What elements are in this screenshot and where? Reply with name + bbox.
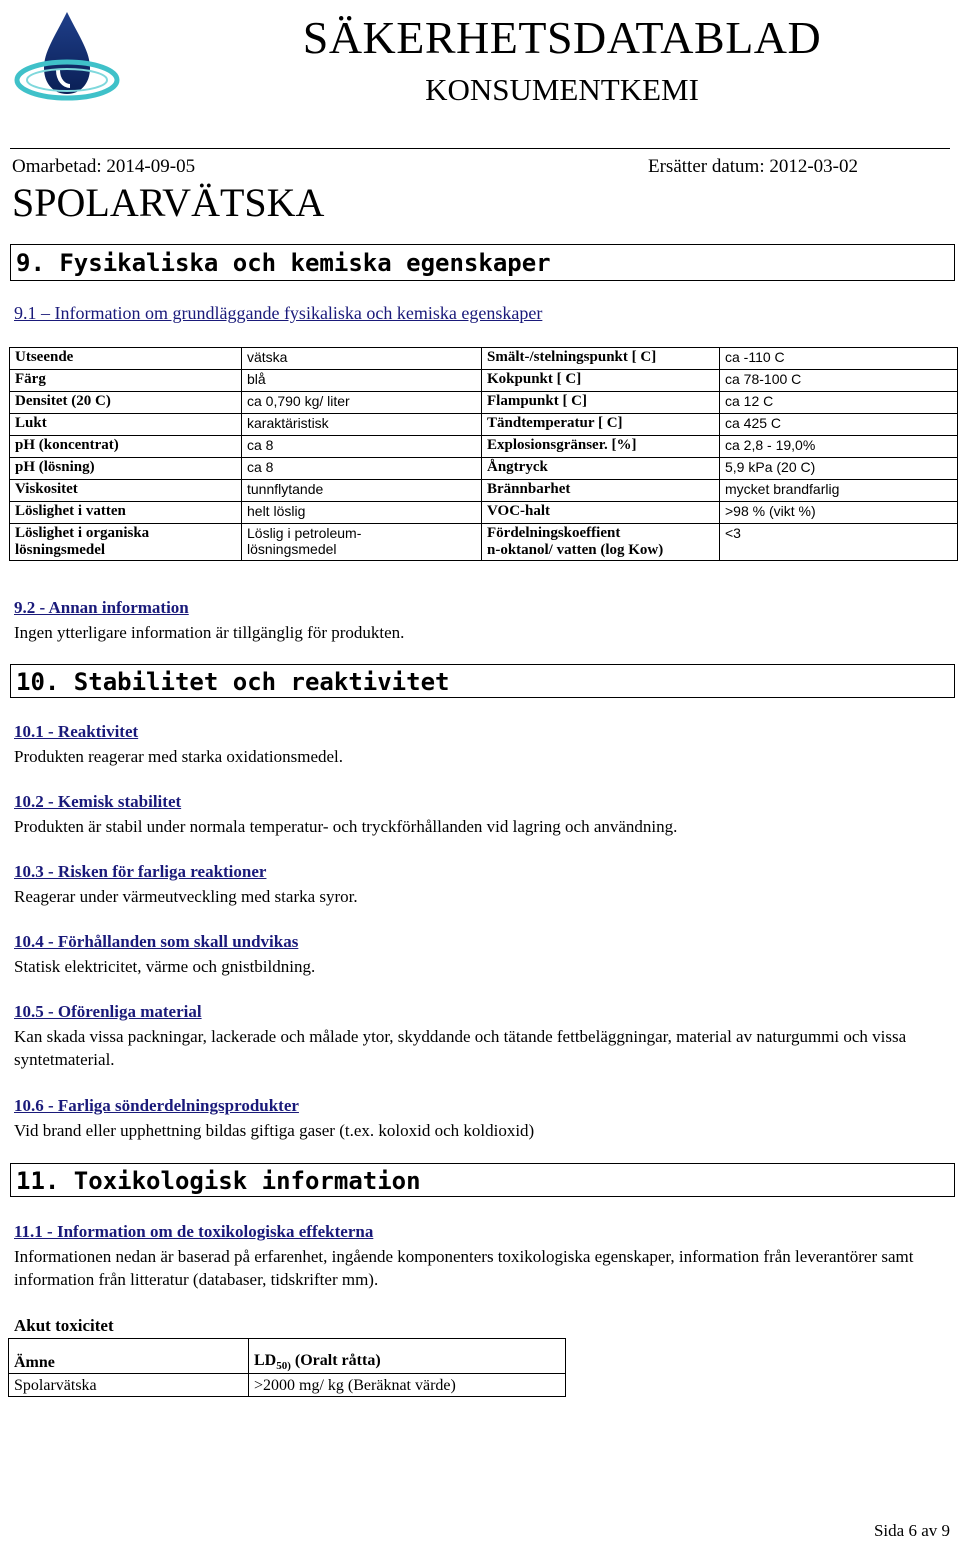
- property-value: ca 78-100 C: [720, 370, 958, 392]
- section-9-2-heading: 9.2 - Annan information: [14, 598, 189, 617]
- property-name: Smält-/stelningspunkt [ C]: [482, 348, 720, 370]
- property-name-line: lösningsmedel: [15, 542, 106, 558]
- property-value-line: Löslig i petroleum-: [247, 525, 362, 541]
- section-10-2-text: Produkten är stabil under normala temperatur- och tryckförhållanden vid lagring och användning.: [14, 817, 678, 836]
- company-logo: [14, 8, 120, 124]
- property-value: helt löslig: [242, 502, 482, 524]
- section-10-6-heading: 10.6 - Farliga sönderdelningsprodukter: [14, 1096, 299, 1115]
- ld-subscript: 50): [276, 1360, 291, 1372]
- section-11-heading: 11. Toxikologisk information: [10, 1163, 955, 1197]
- section-11-1-text: Informationen nedan är baserad på erfarenhet, ingående komponenters toxikologiska egenskaper, information från leverantörer samt information från litteratur (databaser, tidskrifter mm).: [14, 1247, 914, 1289]
- property-name-line: Löslighet i organiska: [15, 525, 150, 541]
- section-10-2-heading: 10.2 - Kemisk stabilitet: [14, 792, 182, 811]
- properties-table: [9, 347, 958, 561]
- document-title: SÄKERHETSDATABLAD: [302, 12, 822, 63]
- section-10-1-heading: 10.1 - Reaktivitet: [14, 722, 139, 741]
- revised-date: Omarbetad: 2014-09-05: [12, 156, 196, 177]
- document-subtitle: KONSUMENTKEMI: [425, 72, 699, 107]
- property-value: mycket brandfarlig: [720, 480, 958, 502]
- ld-label: LD: [254, 1351, 277, 1369]
- page-number: Sida 6 av 9: [873, 1521, 950, 1540]
- section-10-3-heading: 10.3 - Risken för farliga reaktioner: [14, 862, 267, 881]
- section-9-1-heading: 9.1 – Information om grundläggande fysikaliska och kemiska egenskaper: [14, 303, 543, 323]
- property-name: Flampunkt [ C]: [482, 392, 720, 414]
- property-value: ca 8: [242, 458, 482, 480]
- property-name: Brännbarhet: [482, 480, 720, 502]
- table-row: [10, 370, 958, 392]
- property-name: pH (koncentrat): [10, 436, 242, 458]
- property-value: ca 8: [242, 436, 482, 458]
- section-10-heading: 10. Stabilitet och reaktivitet: [10, 664, 955, 698]
- ld-label-rest: (Oralt råtta): [290, 1351, 381, 1369]
- table-row: [10, 480, 958, 502]
- property-value: 5,9 kPa (20 C): [720, 458, 958, 480]
- property-value: <3: [720, 524, 958, 561]
- product-name: SPOLARVÄTSKA: [12, 180, 325, 225]
- property-name: Löslighet i vatten: [10, 502, 242, 524]
- property-value: ca -110 C: [720, 348, 958, 370]
- property-name: Viskositet: [10, 480, 242, 502]
- acute-toxicity-heading: Akut toxicitet: [14, 1316, 114, 1335]
- property-value: ca 0,790 kg/ liter: [242, 392, 482, 414]
- table-row: [10, 414, 958, 436]
- property-name: Lukt: [10, 414, 242, 436]
- replaces-date: Ersätter datum: 2012-03-02: [648, 156, 859, 177]
- section-10-1-text: Produkten reagerar med starka oxidationsmedel.: [14, 747, 344, 766]
- property-value: [242, 524, 482, 561]
- table-row: [10, 502, 958, 524]
- table-row: [10, 436, 958, 458]
- property-value: ca 12 C: [720, 392, 958, 414]
- toxicity-table: [8, 1338, 566, 1397]
- section-9-heading: 9. Fysikaliska och kemiska egenskaper: [10, 244, 955, 281]
- property-name: Tändtemperatur [ C]: [482, 414, 720, 436]
- table-row: [9, 1374, 566, 1397]
- property-name: Ångtryck: [482, 458, 720, 480]
- property-value: blå: [242, 370, 482, 392]
- property-name: VOC-halt: [482, 502, 720, 524]
- property-name: Densitet (20 C): [10, 392, 242, 414]
- substance-name: Spolarvätska: [9, 1374, 249, 1397]
- property-value: karaktäristisk: [242, 414, 482, 436]
- table-row: [10, 458, 958, 480]
- property-value: tunnflytande: [242, 480, 482, 502]
- section-10-4-heading: 10.4 - Förhållanden som skall undvikas: [14, 932, 299, 951]
- property-name-line: n-oktanol/ vatten (log Kow): [487, 542, 664, 558]
- property-value-line: lösningsmedel: [247, 541, 337, 557]
- header-divider: [10, 148, 950, 149]
- section-10-4-text: Statisk elektricitet, värme och gnistbildning.: [14, 957, 316, 976]
- section-10-3-text: Reagerar under värmeutveckling med starka syror.: [14, 887, 358, 906]
- property-name: Explosionsgränser. [%]: [482, 436, 720, 458]
- section-10-5-heading: 10.5 - Oförenliga material: [14, 1002, 202, 1021]
- property-name: [10, 524, 242, 561]
- property-name: Färg: [10, 370, 242, 392]
- section-10-6-text: Vid brand eller upphettning bildas giftiga gaser (t.ex. koloxid och koldioxid): [14, 1121, 535, 1140]
- property-name: pH (lösning): [10, 458, 242, 480]
- property-value: ca 425 C: [720, 414, 958, 436]
- property-name: Kokpunkt [ C]: [482, 370, 720, 392]
- table-row: [10, 348, 958, 370]
- ld50-value: >2000 mg/ kg (Beräknat värde): [249, 1374, 566, 1397]
- property-value: vätska: [242, 348, 482, 370]
- property-name: Utseende: [10, 348, 242, 370]
- section-9-2-text: Ingen ytterligare information är tillgänglig för produkten.: [14, 623, 405, 642]
- table-row: [10, 524, 958, 561]
- section-10-5-text: Kan skada vissa packningar, lackerade och målade ytor, skyddande och tätande fettbeläggningar, material av naturgummi och vissa syntetmaterial.: [14, 1027, 907, 1069]
- column-header-substance: Ämne: [9, 1339, 249, 1374]
- table-header-row: [9, 1339, 566, 1374]
- property-name-line: Fördelningskoeffient: [487, 525, 621, 541]
- property-value: >98 % (vikt %): [720, 502, 958, 524]
- property-name: [482, 524, 720, 561]
- property-value: ca 2,8 - 19,0%: [720, 436, 958, 458]
- section-11-1-heading: 11.1 - Information om de toxikologiska effekterna: [14, 1222, 374, 1241]
- table-row: [10, 392, 958, 414]
- column-header-ld50: [249, 1339, 566, 1374]
